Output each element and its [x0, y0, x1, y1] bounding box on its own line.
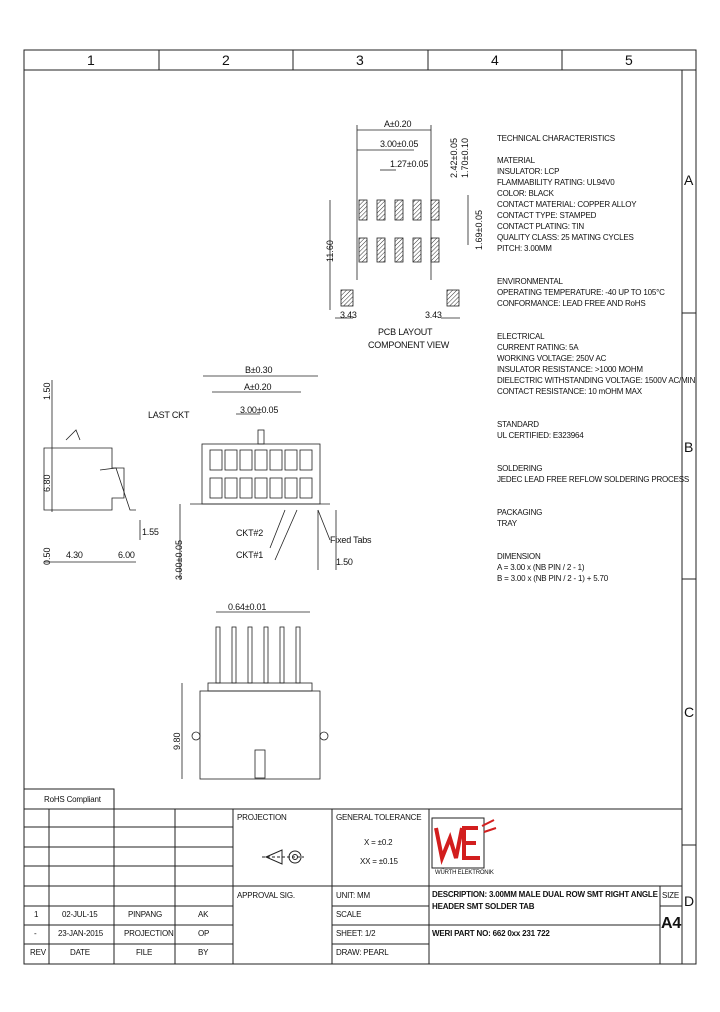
- spec-environmental-item: CONFORMANCE: LEAD FREE AND RoHS: [497, 299, 646, 308]
- side-view: [44, 380, 140, 562]
- spec-electrical-item: WORKING VOLTAGE: 250V AC: [497, 354, 607, 363]
- rev-row-1-proj: PINPANG: [128, 910, 163, 919]
- dim-a-top: A±0.20: [384, 119, 412, 129]
- rev-row-1-rev: 1: [34, 910, 39, 919]
- general-tolerance-label: GENERAL TOLERANCE: [336, 813, 422, 822]
- dim-side-w2: 6.00: [118, 550, 135, 560]
- spec-material-item: COLOR: BLACK: [497, 189, 554, 198]
- dim-side3: 1.69±0.05: [474, 210, 484, 250]
- spec-electrical-item: DIELECTRIC WITHSTANDING VOLTAGE: 1500V AC/MIN: [497, 376, 696, 385]
- rev-row-1-by: AK: [198, 910, 209, 919]
- dim-side2: 1.70±0.10: [460, 138, 470, 178]
- spec-dimension-item: A = 3.00 x (NB PIN / 2 - 1): [497, 563, 585, 572]
- header-rev: REV: [30, 948, 46, 957]
- rohs-label: RoHS Compliant: [44, 795, 101, 804]
- bottom-view: [182, 612, 328, 779]
- row-label-a: A: [684, 172, 694, 188]
- header-by: BY: [198, 948, 209, 957]
- dim-tab-left: 3.43: [340, 310, 357, 320]
- tolerance-x: X = ±0.2: [364, 838, 393, 847]
- spec-electrical-item: INSULATOR RESISTANCE: >1000 MOHM: [497, 365, 643, 374]
- spec-heading: TECHNICAL CHARACTERISTICS: [497, 134, 615, 143]
- part-number-label: WERI PART NO: 662 0xx 231 722: [432, 929, 550, 938]
- projection-label: PROJECTION: [237, 813, 287, 822]
- spec-material-item: CONTACT PLATING: TIN: [497, 222, 584, 231]
- size-value: A4: [661, 915, 682, 932]
- wurth-logo: [432, 818, 496, 868]
- dim-height-top: 11.60: [325, 240, 335, 262]
- dim-side-w3: 1.55: [142, 527, 159, 537]
- column-label-5: 5: [625, 52, 633, 68]
- header-file: FILE: [136, 948, 153, 957]
- dim-side-h2: 6.80: [42, 474, 52, 492]
- label-fixed-tabs: Fixed Tabs: [330, 535, 372, 545]
- column-label-1: 1: [87, 52, 95, 68]
- approval-label: APPROVAL SIG.: [237, 891, 295, 900]
- spec-material-item: QUALITY CLASS: 25 MATING CYCLES: [497, 233, 634, 242]
- technical-characteristics: [497, 133, 697, 584]
- header-date: DATE: [70, 948, 90, 957]
- dim-pin-bottom: 0.64±0.01: [228, 602, 267, 612]
- spec-dimension-title: DIMENSION: [497, 552, 541, 561]
- spec-material-item: PITCH: 3.00MM: [497, 244, 552, 253]
- rev-row-2-proj: PROJECTION: [124, 929, 174, 938]
- unit-label: UNIT: MM: [336, 891, 370, 900]
- row-label-c: C: [684, 704, 694, 720]
- spec-soldering-title: SOLDERING: [497, 464, 543, 473]
- spec-standard-title: STANDARD: [497, 420, 539, 429]
- spec-material-item: CONTACT TYPE: STAMPED: [497, 211, 597, 220]
- dim-side-w1: 4.30: [66, 550, 83, 560]
- spec-soldering: JEDEC LEAD FREE REFLOW SOLDERING PROCESS: [497, 475, 690, 484]
- spec-packaging-title: PACKAGING: [497, 508, 543, 517]
- dim-tab-front: 1.50: [336, 557, 353, 567]
- spec-material-item: FLAMMABILITY RATING: UL94V0: [497, 178, 615, 187]
- sheet-label: SHEET: 1/2: [336, 929, 376, 938]
- dim-side1: 2.42±0.05: [449, 138, 459, 178]
- description-label: DESCRIPTION: 3.00MM MALE DUAL ROW SMT RIGHT ANGLE HEADER SMT SOLDER TAB: [432, 890, 658, 911]
- spec-electrical-title: ELECTRICAL: [497, 332, 545, 341]
- rev-row-2-date: 23-JAN-2015: [58, 929, 103, 938]
- rev-row-2-by: OP: [198, 929, 210, 938]
- row-label-d: D: [684, 893, 694, 909]
- row-label-b: B: [684, 439, 694, 455]
- rev-row-1-date: 02-JUL-15: [62, 910, 98, 919]
- tolerance-xx: XX = ±0.15: [360, 857, 398, 866]
- dim-pitch-front: 3.00±0.05: [240, 405, 279, 415]
- logo-text: WÜRTH ELEKTRONIK: [435, 870, 494, 876]
- size-label: SIZE: [662, 891, 679, 900]
- component-view-caption: COMPONENT VIEW: [368, 340, 450, 350]
- spec-electrical-item: CONTACT RESISTANCE: 10 mOHM MAX: [497, 387, 642, 396]
- label-ckt1: CKT#1: [236, 550, 264, 560]
- dim-tab-right: 3.43: [425, 310, 442, 320]
- dim-pitch-top: 3.00±0.05: [380, 139, 419, 149]
- dim-b-front: B±0.30: [245, 365, 273, 375]
- scale-label: SCALE: [336, 910, 362, 919]
- spec-material-item: CONTACT MATERIAL: COPPER ALLOY: [497, 200, 637, 209]
- dim-side-h1: 1.50: [42, 382, 52, 400]
- dim-a-front: A±0.20: [244, 382, 272, 392]
- draw-label: DRAW: PEARL: [336, 948, 389, 957]
- spec-environmental-item: OPERATING TEMPERATURE: -40 UP TO 105°C: [497, 288, 665, 297]
- dim-hole-top: 1.27±0.05: [390, 159, 429, 169]
- dim-side-h3: 0.50: [42, 547, 52, 565]
- dim-height-bottom: 9.80: [172, 732, 182, 750]
- column-label-4: 4: [491, 52, 499, 68]
- spec-dimension-item: B = 3.00 x (NB PIN / 2 - 1) + 5.70: [497, 574, 609, 583]
- spec-material-title: MATERIAL: [497, 156, 535, 165]
- spec-environmental-title: ENVIRONMENTAL: [497, 277, 563, 286]
- spec-material-item: INSULATOR: LCP: [497, 167, 560, 176]
- label-last-ckt: LAST CKT: [148, 410, 190, 420]
- rev-row-2-rev: -: [34, 929, 37, 938]
- column-label-2: 2: [222, 52, 230, 68]
- pcb-layout-caption: PCB LAYOUT: [378, 327, 433, 337]
- spec-standard: UL CERTIFIED: E323964: [497, 431, 584, 440]
- spec-packaging: TRAY: [497, 519, 517, 528]
- spec-electrical-item: CURRENT RATING: 5A: [497, 343, 579, 352]
- pcb-layout-view: [330, 125, 468, 318]
- column-label-3: 3: [356, 52, 364, 68]
- label-ckt2: CKT#2: [236, 528, 264, 538]
- dim-vertical-front: 3.00±0.05: [174, 540, 184, 580]
